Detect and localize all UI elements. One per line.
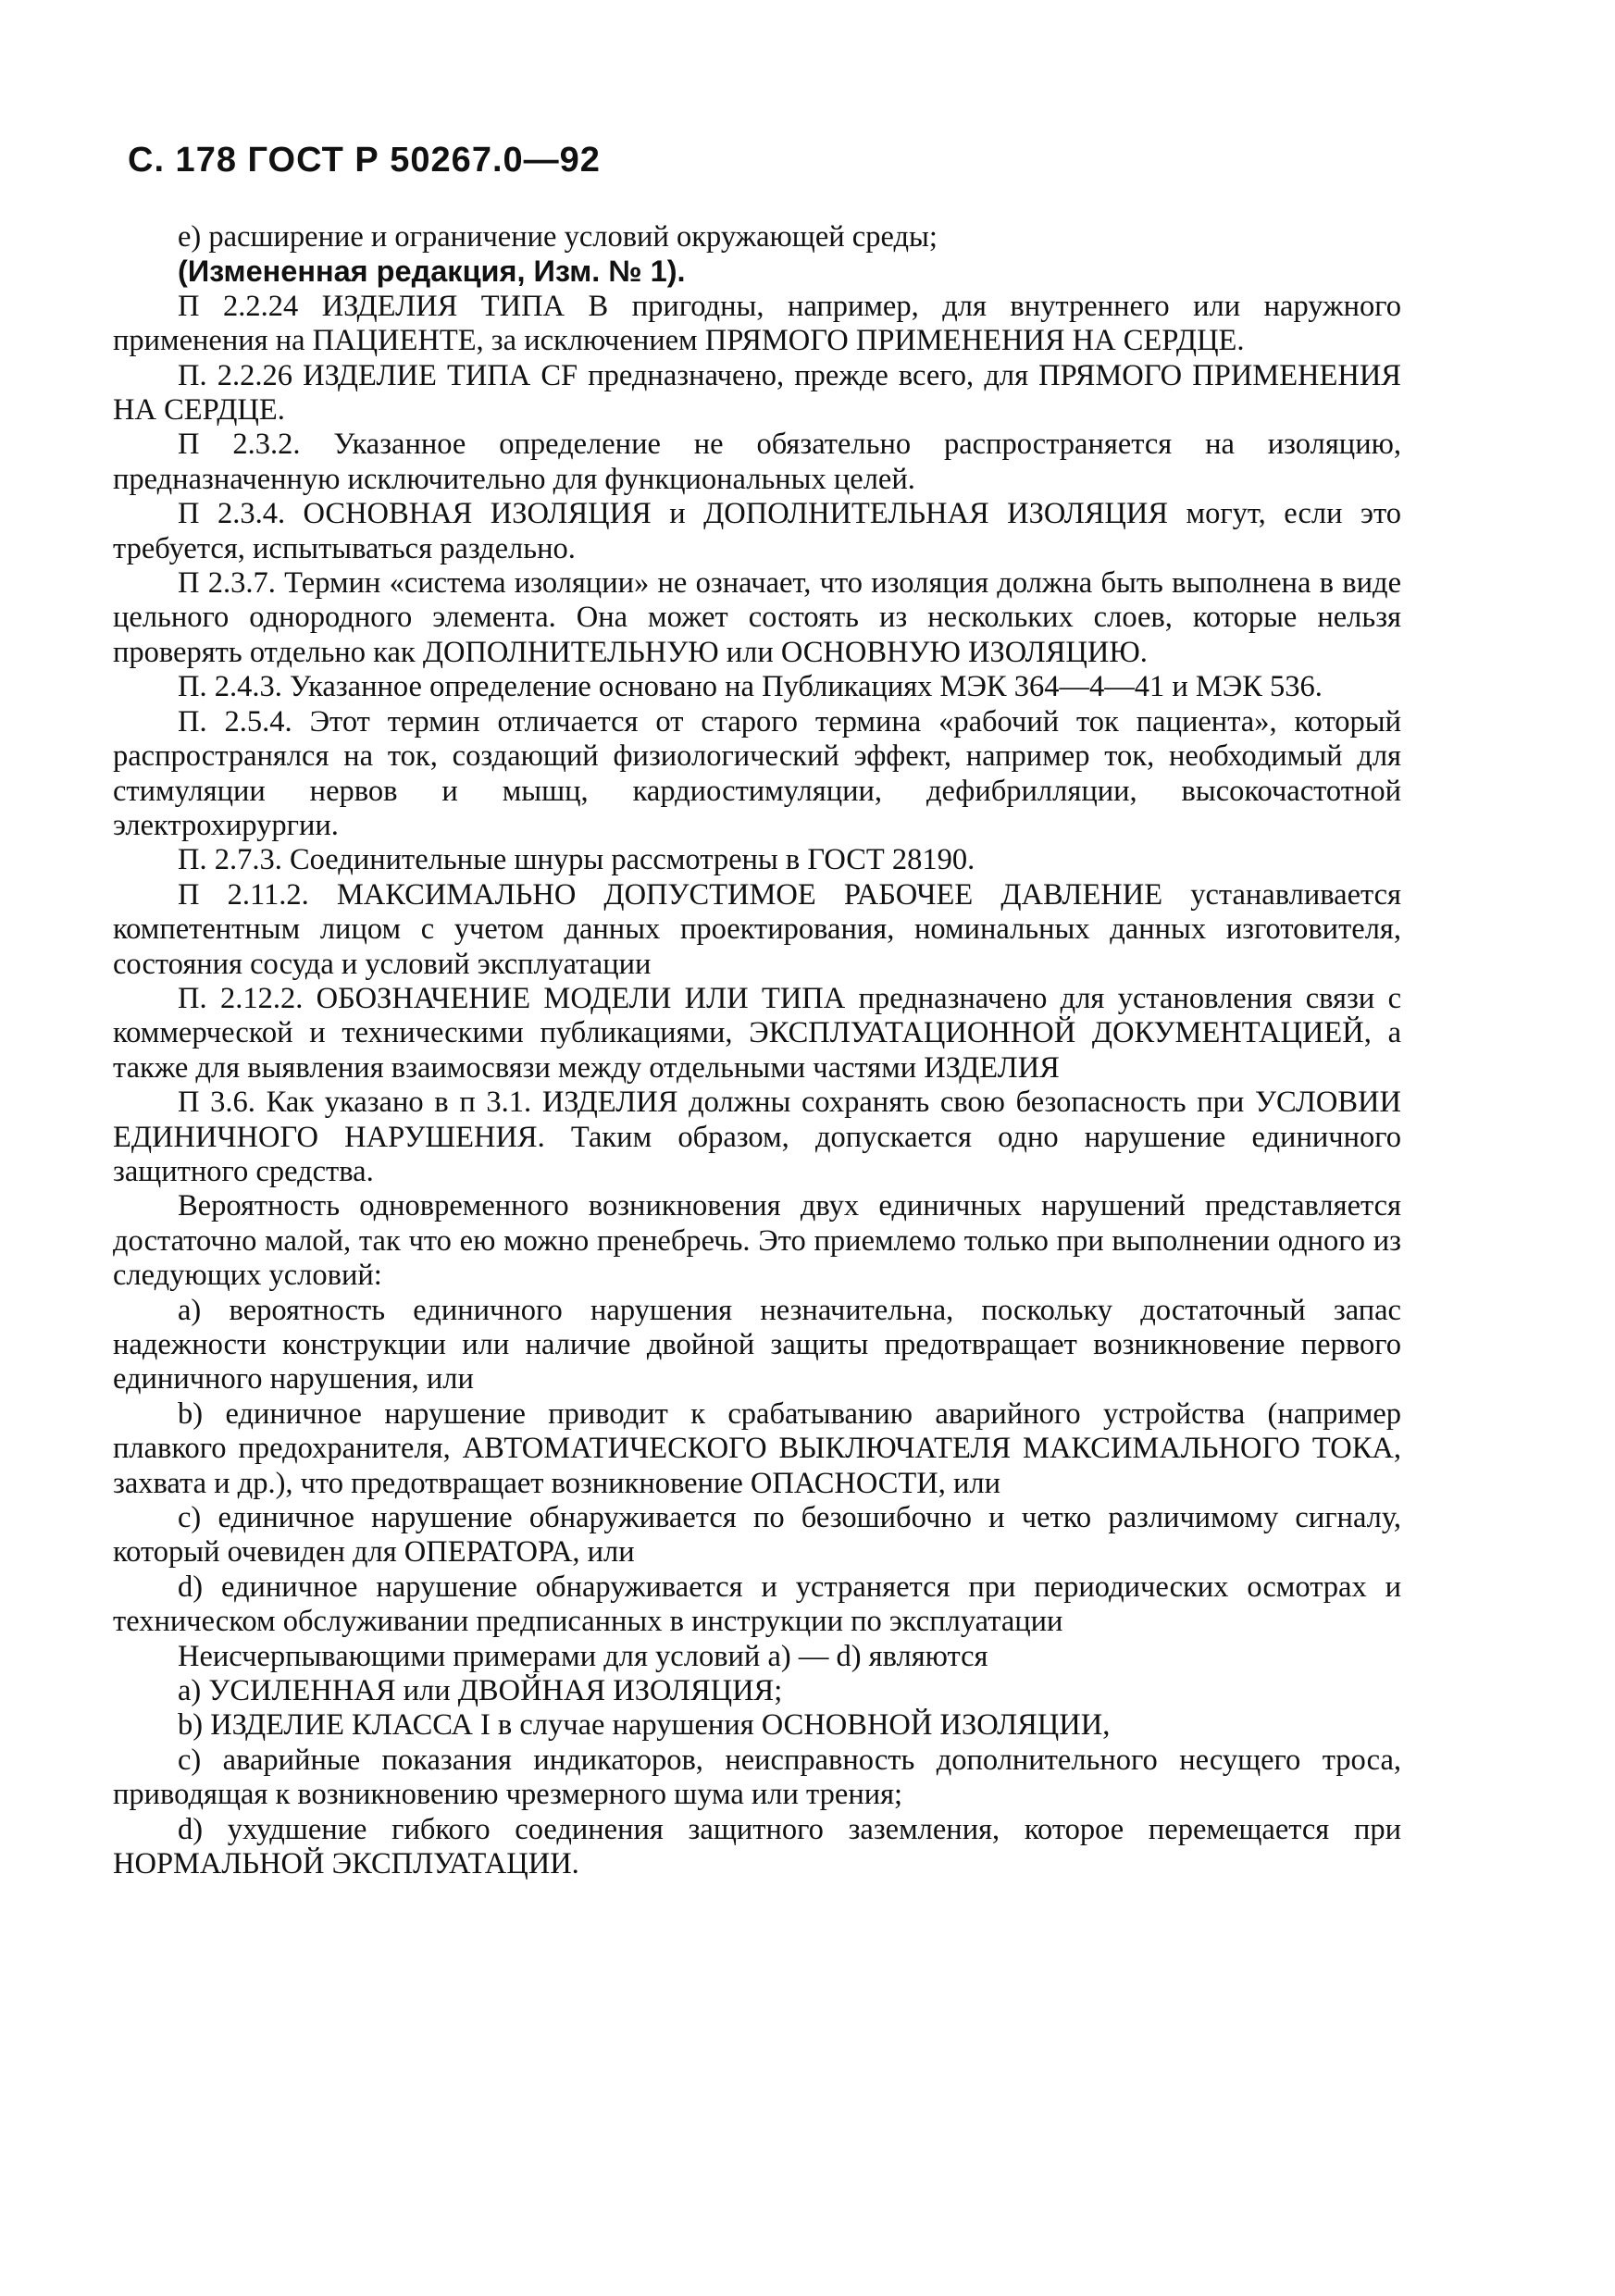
paragraph-2-4-3: П. 2.4.3. Указанное определение основано на Публикациях МЭК 364—4—41 и МЭК 536. bbox=[178, 670, 1323, 704]
example-item-d: d) ухудшение гибкого соединения защитного заземления, которое перемещается при НОРМАЛЬНОЙ ЭКСПЛУАТАЦИИ. bbox=[113, 1812, 1401, 1881]
paragraph-2-3-4: П 2.3.4. ОСНОВНАЯ ИЗОЛЯЦИЯ и ДОПОЛНИТЕЛЬНАЯ ИЗОЛЯЦИЯ могут, если это требуется, испытываться раздельно. bbox=[113, 497, 1401, 565]
list-item-a: а) вероятность единичного нарушения незначительна, поскольку достаточный запас надежности конструкции или наличие двойной защиты предотвращает возникновение первого единичного нарушения, или bbox=[113, 1293, 1401, 1396]
list-item-c: с) единичное нарушение обнаруживается по безошибочно и четко различимому сигналу, который очевиден для ОПЕРАТОРА, или bbox=[113, 1501, 1401, 1570]
list-item-d: d) единичное нарушение обнаруживается и устраняется при периодических осмотрах и техническом обслуживании предписанных в инструкции по эксплуатации bbox=[113, 1570, 1401, 1639]
paragraph-probability: Вероятность одновременного возникновения двух единичных нарушений представляется достаточно малой, так что ею можно пренебречь. Это приемлемо только при выполнении одного из следующих условий: bbox=[113, 1189, 1401, 1293]
paragraph-2-2-26: П. 2.2.26 ИЗДЕЛИЕ ТИПА CF предназначено, прежде всего, для ПРЯМОГО ПРИМЕНЕНИЯ НА СЕРДЦЕ. bbox=[113, 358, 1401, 428]
paragraph-3-6: П 3.6. Как указано в п 3.1. ИЗДЕЛИЯ должны сохранять свою безопасность при УСЛОВИИ ЕДИНИЧНОГО НАРУШЕНИЯ. Таким образом, допускается одно нарушение единичного защитного средства. bbox=[113, 1086, 1401, 1188]
paragraph-2-11-2: П 2.11.2. МАКСИМАЛЬНО ДОПУСТИМОЕ РАБОЧЕЕ ДАВЛЕНИЕ устанавливается компетентным лицом с учетом данных проектирования, номинальных данных изготовителя, состояния сосуда и условий эксплуатации bbox=[113, 877, 1401, 981]
paragraph-2-3-2: П 2.3.2. Указанное определение не обязательно распространяется на изоляцию, предназначенную исключительно для функциональных целей. bbox=[113, 428, 1401, 496]
paragraph-env-conditions: е) расширение и ограничение условий окружающей среды; bbox=[178, 220, 938, 254]
paragraph-2-3-7: П 2.3.7. Термин «система изоляции» не означает, что изоляция должна быть выполнена в виде цельного однородного элемента. Она может состоять из нескольких слоев, которые нельзя проверять отдельно как ДОПОЛНИТЕЛЬНУЮ или ОСНОВНУЮ ИЗОЛЯЦИЮ. bbox=[113, 566, 1401, 669]
paragraph-2-7-3: П. 2.7.3. Соединительные шнуры рассмотрены в ГОСТ 28190. bbox=[178, 843, 975, 877]
paragraph-examples-intro: Неисчерпывающими примерами для условий а) — d) являются bbox=[178, 1639, 988, 1673]
paragraph-2-12-2: П. 2.12.2. ОБОЗНАЧЕНИЕ МОДЕЛИ ИЛИ ТИПА предназначено для установления связи с коммерческой и техническими публикациями, ЭКСПЛУАТАЦИОННОЙ ДОКУМЕНТАЦИЕЙ, а также для выявления взаимосвязи между отдельными частями ИЗДЕЛИЯ bbox=[113, 981, 1401, 1085]
example-item-a: а) УСИЛЕННАЯ или ДВОЙНАЯ ИЗОЛЯЦИЯ; bbox=[178, 1674, 783, 1708]
paragraph-2-2-24: П 2.2.24 ИЗДЕЛИЯ ТИПА В пригодны, например, для внутреннего или наружного применения на ПАЦИЕНТЕ, за исключением ПРЯМОГО ПРИМЕНЕНИЯ НА СЕРДЦЕ. bbox=[113, 289, 1401, 358]
page-header: С. 178 ГОСТ Р 50267.0—92 bbox=[128, 141, 601, 180]
list-item-b: b) единичное нарушение приводит к срабатыванию аварийного устройства (например плавкого предохранителя, АВТОМАТИЧЕСКОГО ВЫКЛЮЧАТЕЛЯ МАКСИМАЛЬНОГО ТОКА, захвата и др.), что предотвращает возникновение ОПАСНОСТИ, или bbox=[113, 1396, 1401, 1500]
paragraph-amendment-note: (Измененная редакция, Изм. № 1). bbox=[178, 254, 686, 289]
paragraph-2-5-4: П. 2.5.4. Этот термин отличается от старого термина «рабочий ток пациента», который распространялся на ток, создающий физиологический эффект, например ток, необходимый для стимуляции нервов и мышц, кардиостимуляции, дефибрилляции, высокочастотной электрохирургии. bbox=[113, 704, 1401, 842]
example-item-c: с) аварийные показания индикаторов, неисправность дополнительного несущего троса, приводящая к возникновению чрезмерного шума или трения; bbox=[113, 1743, 1401, 1812]
example-item-b: b) ИЗДЕЛИЕ КЛАССА I в случае нарушения ОСНОВНОЙ ИЗОЛЯЦИИ, bbox=[178, 1708, 1111, 1743]
document-body bbox=[113, 220, 1401, 1882]
